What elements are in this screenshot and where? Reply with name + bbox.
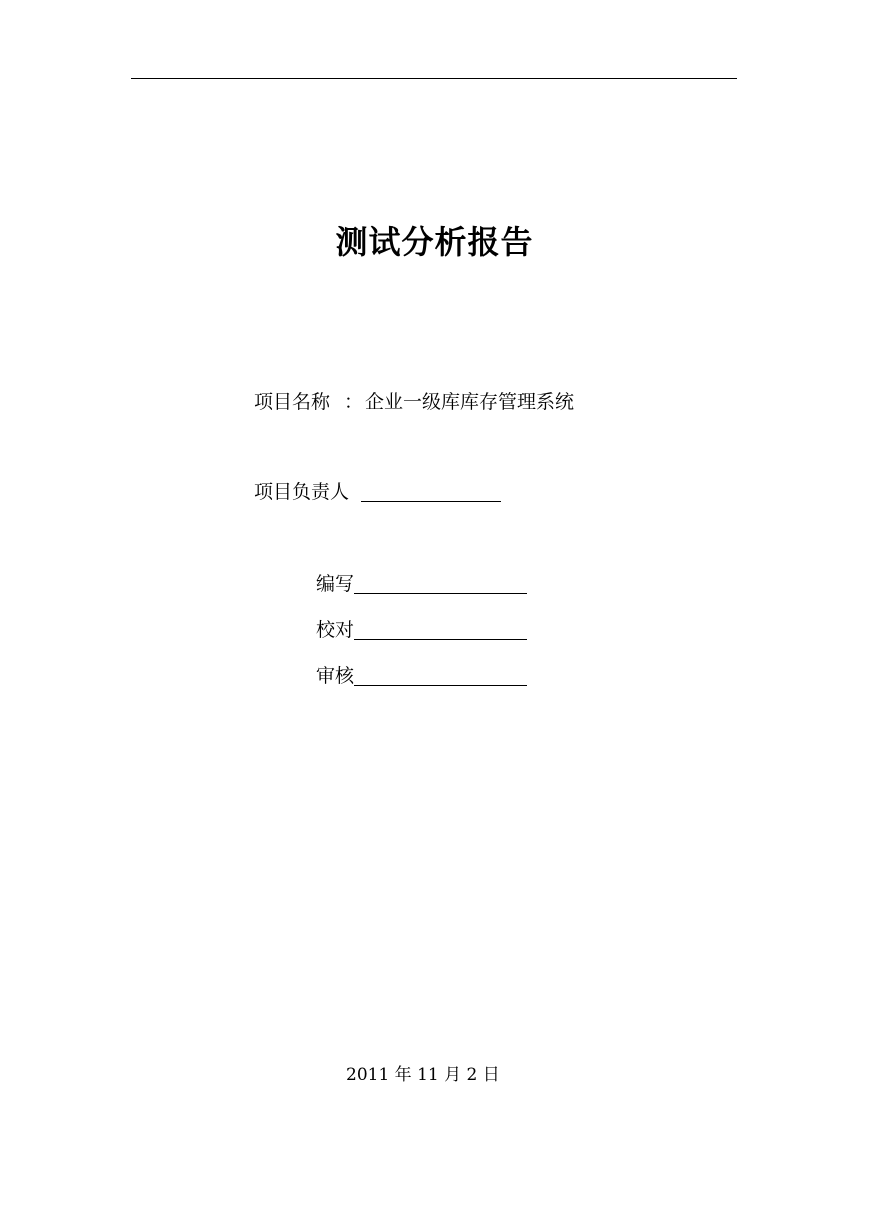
project-name-row: [254, 388, 574, 416]
project-leader-row: [254, 478, 501, 506]
project-name-colon: ：: [344, 391, 364, 413]
project-leader-blank: [361, 481, 501, 502]
header-rule: [131, 78, 737, 79]
write-blank: [354, 573, 527, 594]
proof-blank: [354, 619, 527, 640]
write-label: 编写: [316, 573, 355, 595]
proof-row: [316, 616, 527, 644]
document-title: 测试分析报告: [335, 223, 534, 261]
review-label: 审核: [316, 665, 355, 687]
project-leader-label: 项目负责人: [254, 481, 350, 503]
project-name-label: 项目名称: [254, 391, 331, 413]
review-row: [316, 662, 527, 690]
document-date: 2011 年 11 月 2 日: [346, 1065, 500, 1085]
proof-label: 校对: [316, 619, 355, 641]
write-row: [316, 570, 527, 598]
project-name-value: 企业一级库库存管理系统: [365, 391, 575, 413]
review-blank: [354, 665, 527, 686]
